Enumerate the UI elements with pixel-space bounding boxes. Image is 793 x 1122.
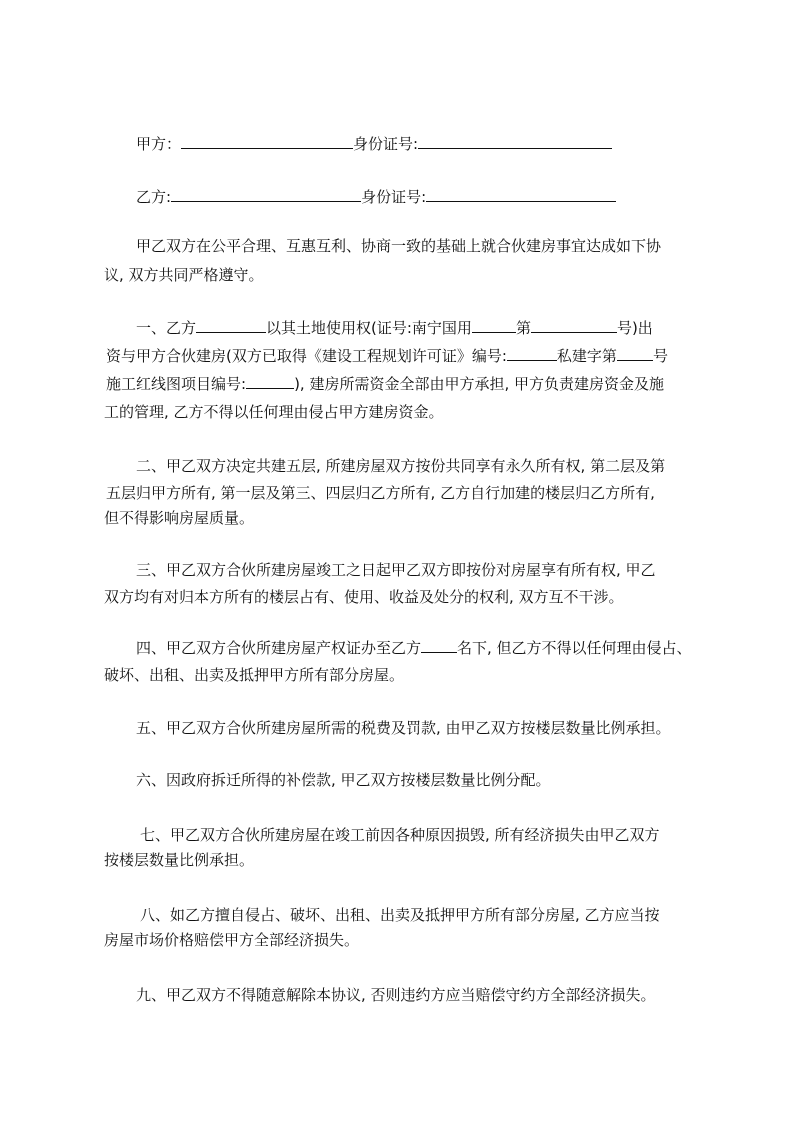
- party-yi-name-blank: [171, 185, 361, 202]
- clause-9-line-1: 九、甲乙双方不得随意解除本协议, 否则违约方应当赔偿守约方全部经济损失。: [136, 986, 656, 1004]
- clause-8-line-1: 八、如乙方擅自侵占、破坏、出租、出卖及抵押甲方所有部分房屋, 乙方应当按: [140, 906, 660, 924]
- clause-1-text-b: 以其土地使用权(证号:南宁国用: [266, 319, 472, 337]
- clause-7-line-1: 七、甲乙双方合伙所建房屋在竣工前因各种原因损毁, 所有经济损失由甲乙双方: [140, 826, 660, 844]
- intro-line-1: 甲乙双方在公平合理、互惠互利、协商一致的基础上就合伙建房事宜达成如下协: [136, 237, 662, 255]
- clause-5-line-1: 五、甲乙双方合伙所建房屋所需的税费及罚款, 由甲乙双方按楼层数量比例承担。: [136, 719, 671, 737]
- clause-1-text-i: ), 建房所需资金全部由甲方承担, 甲方负责建房资金及施: [294, 375, 664, 393]
- clause-1-line-3: [106, 370, 706, 399]
- clause-1-line-4: 工的管理, 乙方不得以任何理由侵占甲方建房资金。: [104, 403, 444, 421]
- clause-3-line-1: 三、甲乙双方合伙所建房屋竣工之日起甲乙双方即按份对房屋享有所有权, 甲乙: [136, 561, 656, 579]
- clause-1-text-h: 施工红线图项目编号:: [106, 375, 247, 393]
- clause-4-text-a: 四、甲乙双方合伙所建房屋产权证办至乙方: [136, 639, 422, 657]
- clause-1-party-blank: [196, 316, 266, 333]
- clause-1-text-f: 私建字第: [556, 347, 617, 365]
- party-yi-id-blank: [426, 185, 616, 202]
- party-yi-id-label: 身份证号:: [361, 188, 427, 206]
- clause-1-project-no-blank: [246, 372, 294, 389]
- clause-1-text-e: 资与甲方合伙建房(双方已取得《建设工程规划许可证》编号:: [106, 347, 507, 365]
- clause-4-name-blank: [421, 636, 457, 653]
- clause-2-line-3: 但不得影响房屋质量。: [104, 509, 255, 527]
- clause-4-text-b: 名下, 但乙方不得以任何理由侵占、: [457, 639, 692, 657]
- intro-line-2: 议, 双方共同严格遵守。: [104, 266, 264, 284]
- party-yi-label: 乙方:: [136, 188, 172, 206]
- party-jia-row: [136, 132, 612, 154]
- clause-1-private-no-blank: [617, 344, 653, 361]
- clause-3-line-2: 双方均有对归本方所有的楼层占有、使用、收益及处分的权利, 双方互不干涉。: [104, 588, 624, 606]
- clause-1-cert-no-blank: [531, 316, 617, 333]
- clause-1-cert-year-blank: [472, 316, 516, 333]
- clause-8-line-2: 房屋市场价格赔偿甲方全部经济损失。: [104, 931, 360, 949]
- clause-6-line-1: 六、因政府拆迁所得的补偿款, 甲乙双方按楼层数量比例分配。: [136, 771, 551, 789]
- clause-4-line-2: 破坏、出租、出卖及抵押甲方所有部分房屋。: [104, 666, 405, 684]
- clause-2-line-1: 二、甲乙双方决定共建五层, 所建房屋双方按份共同享有永久所有权, 第二层及第: [136, 457, 666, 475]
- clause-1-line-1: [136, 314, 736, 343]
- party-jia-id-blank: [418, 132, 612, 149]
- clause-4-line-1: [136, 634, 736, 663]
- clause-7-line-2: 按楼层数量比例承担。: [104, 851, 255, 869]
- clause-1-text-a: 一、乙方: [136, 319, 197, 337]
- party-jia-id-label: 身份证号:: [353, 135, 419, 153]
- party-jia-name-blank: [181, 132, 353, 149]
- clause-1-text-g: 号: [652, 347, 668, 365]
- clause-1-line-2: [106, 342, 706, 371]
- party-yi-row: [136, 185, 616, 207]
- clause-2-line-2: 五层归甲方所有, 第一层及第三、四层归乙方所有, 乙方自行加建的楼层归乙方所有,: [106, 484, 655, 502]
- clause-1-text-c: 第: [515, 319, 531, 337]
- clause-1-text-d: 号)出: [616, 319, 653, 337]
- clause-1-permit-blank: [507, 344, 557, 361]
- party-jia-label: 甲方：: [136, 135, 182, 153]
